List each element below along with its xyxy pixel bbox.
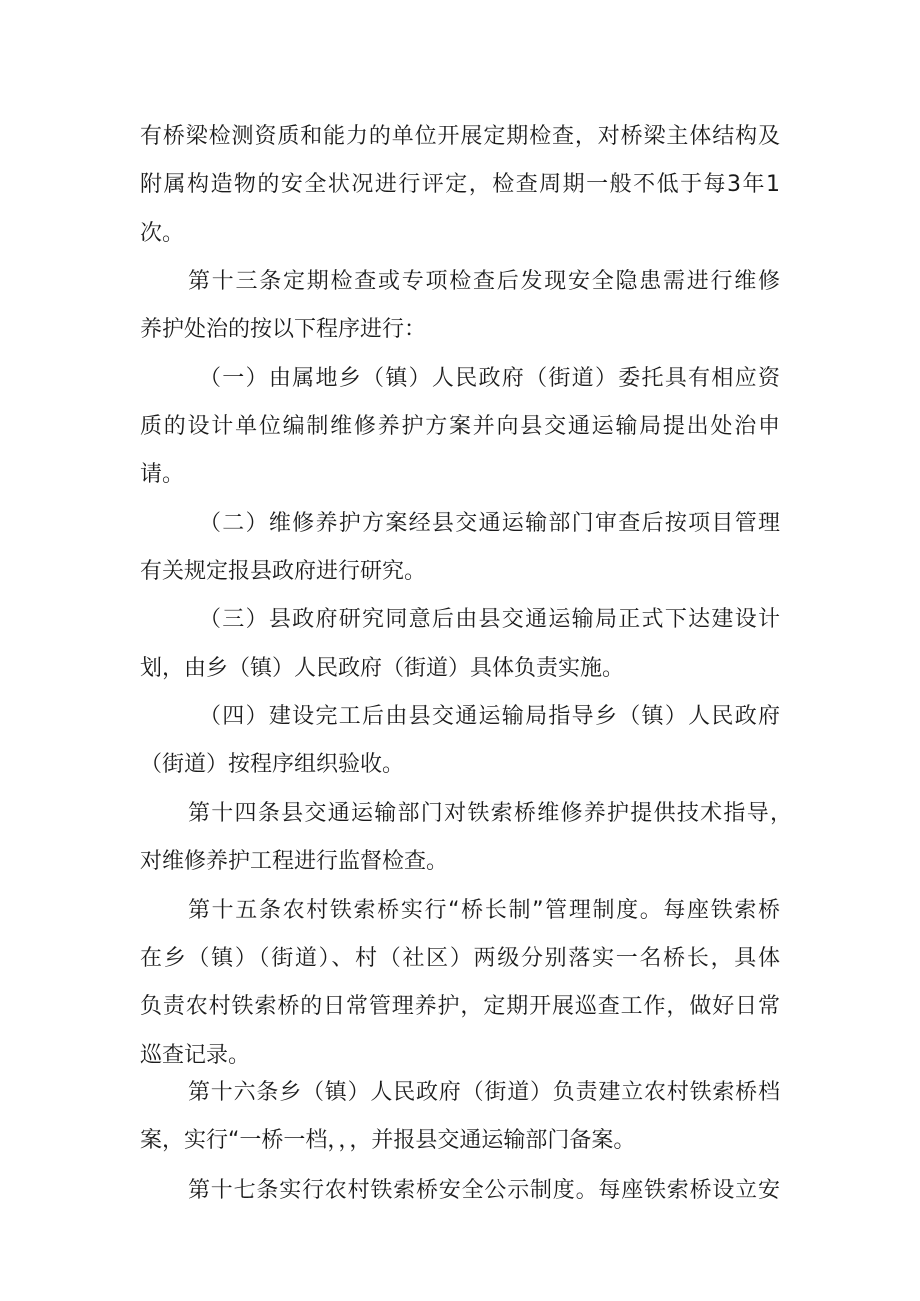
text-line: 第十四条县交通运输部门对铁索桥维修养护提供技术指导， — [188, 801, 792, 826]
text-line: 养护处治的按以下程序进行： — [140, 317, 427, 342]
text-line: （二）维修养护方案经县交通运输部门审查后按项目管理 — [199, 511, 780, 536]
text-line: 请。 — [140, 462, 185, 487]
text-line: 第十三条定期检查或专项检查后发现安全隐患需进行维修 — [188, 269, 780, 294]
text-line: 第十七条实行农村铁索桥安全公示制度。每座铁索桥设立安 — [188, 1178, 780, 1203]
text-line: 附属构造物的安全状况进行评定，检查周期一般不低于每3年1 — [140, 172, 780, 197]
text-line: 在乡（镇）（街道）、村（社区）两级分别落实一名桥长，具体 — [140, 946, 780, 971]
text-line: 次。 — [140, 221, 185, 246]
text-line: 第十五条农村铁索桥实行“桥长制”管理制度。每座铁索桥 — [188, 898, 780, 923]
text-line: 对维修养护工程进行监督检查。 — [140, 849, 449, 874]
text-line: 负责农村铁索桥的日常管理养护，定期开展巡查工作，做好日常 — [140, 994, 780, 1019]
text-line: 巡查记录。 — [140, 1043, 251, 1068]
text-line: 第十六条乡（镇）人民政府（街道）负责建立农村铁索桥档 — [188, 1080, 780, 1105]
text-line: 划，由乡（镇）人民政府（街道）具体负责实施。 — [140, 656, 625, 681]
text-line: 质的设计单位编制维修养护方案并向县交通运输局提出处治申 — [140, 414, 780, 439]
text-line: （四）建设完工后由县交通运输局指导乡（镇）人民政府 — [199, 704, 780, 729]
text-line: 案，实行“一桥一档，，，并报县交通运输部门备案。 — [140, 1128, 636, 1153]
text-line: 有桥梁检测资质和能力的单位开展定期检查，对桥梁主体结构及 — [140, 124, 780, 149]
text-line: （三）县政府研究同意后由县交通运输局正式下达建设计 — [199, 607, 780, 632]
text-line: （一）由属地乡（镇）人民政府（街道）委托具有相应资 — [199, 366, 780, 391]
text-line: （街道）按程序组织验收。 — [140, 752, 405, 777]
text-line: 有关规定报县政府进行研究。 — [140, 559, 427, 584]
